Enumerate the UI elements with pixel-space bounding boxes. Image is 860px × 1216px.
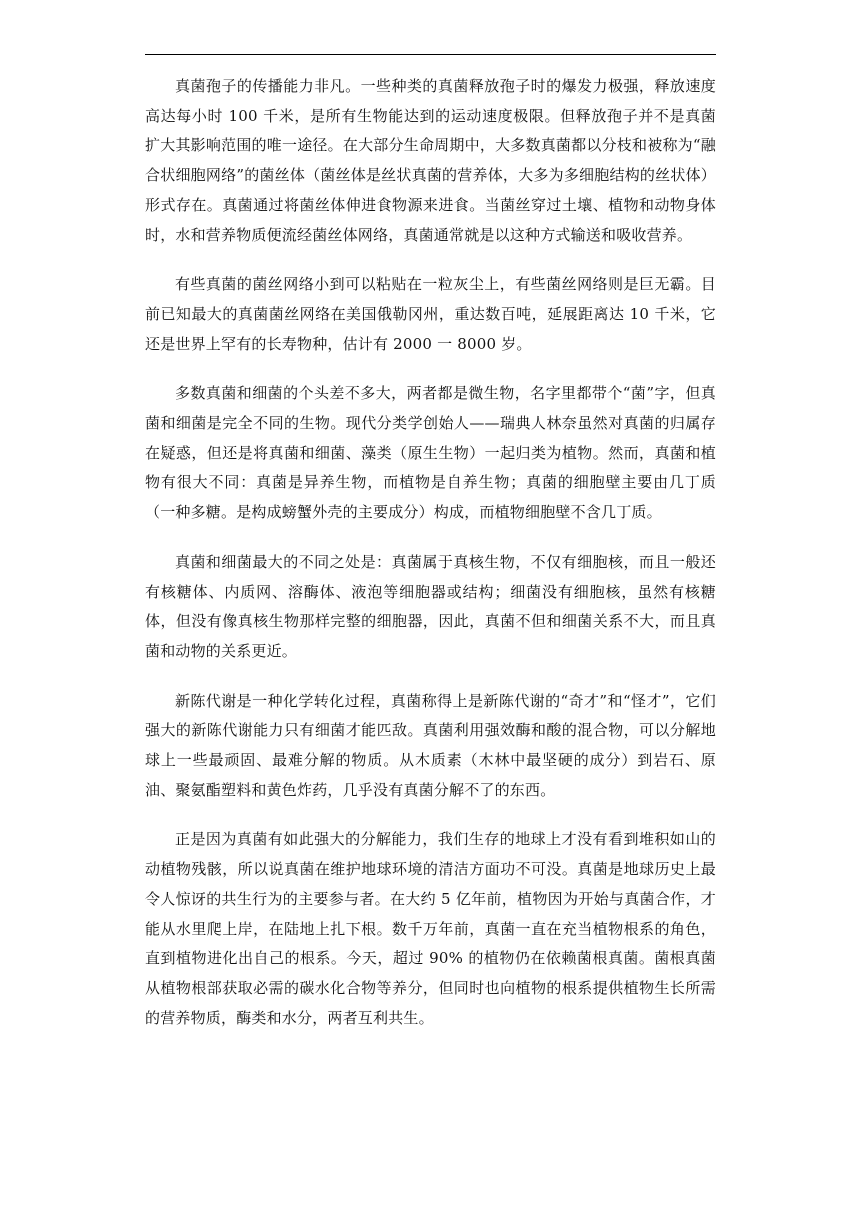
paragraph-6: 正是因为真菌有如此强大的分解能力，我们生存的地球上才没有看到堆积如山的动植物残骸，所以说真菌在维护地球环境的清洁方面功不可没。真菌是地球历史上最令人惊讶的共生行为的主要参与者。在大约 5 亿年前，植物因为开始与真菌合作，才能从水里爬上岸，在陆地上扎下根。数千万年前，真菌一直在充当植物根系的角色，直到植物进化出自己的根系。今天，超过 90% 的植物仍在依赖菌根真菌。菌根真菌从植物根部获取必需的碳水化合物等养分，但同时也向植物的根系提供植物生长所需的营养物质，酶类和水分，两者互利共生。 [145, 830, 716, 1027]
article-body [145, 72, 716, 1053]
paragraph-5: 新陈代谢是一种化学转化过程，真菌称得上是新陈代谢的“奇才”和“怪才”，它们强大的新陈代谢能力只有细菌才能匹敌。真菌利用强效酶和酸的混合物，可以分解地球上一些最顽固、最难分解的物质。从木质素（木林中最坚硬的成分）到岩石、原油、聚氨酯塑料和黄色炸药，几乎没有真菌分解不了的东西。 [145, 691, 716, 799]
header-rule [145, 54, 716, 55]
paragraph-1: 真菌孢子的传播能力非凡。一些种类的真菌释放孢子时的爆发力极强，释放速度高达每小时 100 千米，是所有生物能达到的运动速度极限。但释放孢子并不是真菌扩大其影响范围的唯一途径。在大部分生命周期中，大多数真菌都以分枝和被称为“融合状细胞网络”的菌丝体（菌丝体是丝状真菌的营养体，大多为多细胞结构的丝状体）形式存在。真菌通过将菌丝体伸进食物源来进食。当菌丝穿过土壤、植物和动物身体时，水和营养物质便流经菌丝体网络，真菌通常就是以这种方式输送和吸收营养。 [145, 77, 716, 244]
paragraph-3: 多数真菌和细菌的个头差不多大，两者都是微生物，名字里都带个“菌”字，但真菌和细菌是完全不同的生物。现代分类学创始人——瑞典人林奈虽然对真菌的归属存在疑惑，但还是将真菌和细菌、藻类（原生生物）一起归类为植物。然而，真菌和植物有很大不同：真菌是异养生物，而植物是自养生物；真菌的细胞壁主要由几丁质（一种多糖。是构成螃蟹外壳的主要成分）构成，而植物细胞壁不含几丁质。 [145, 384, 716, 522]
paragraph-4: 真菌和细菌最大的不同之处是：真菌属于真核生物，不仅有细胞核，而且一般还有核糖体、内质网、溶酶体、液泡等细胞器或结构；细菌没有细胞核，虽然有核糖体，但没有像真核生物那样完整的细胞器，因此，真菌不但和细菌关系不大，而且真菌和动物的关系更近。 [145, 552, 716, 660]
paragraph-2: 有些真菌的菌丝网络小到可以粘贴在一粒灰尘上，有些菌丝网络则是巨无霸。目前已知最大的真菌菌丝网络在美国俄勒冈州，重达数百吨，延展距离达 10 千米，它还是世界上罕有的长寿物种，估计有 2000 一 8000 岁。 [145, 275, 716, 353]
